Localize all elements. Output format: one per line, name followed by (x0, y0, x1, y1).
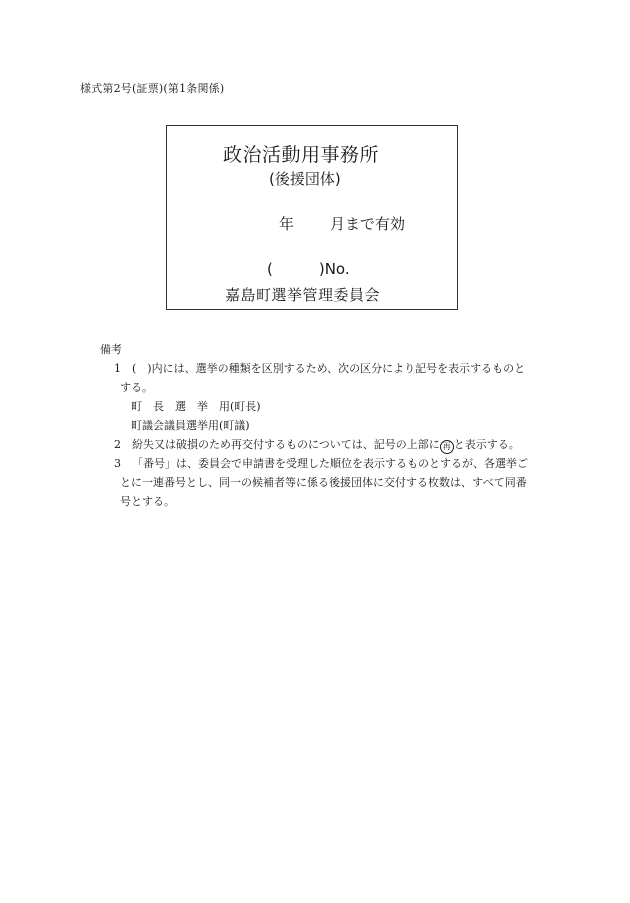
note-item-2 (114, 435, 548, 454)
certificate-box (166, 125, 458, 310)
notes-heading: 備考 (100, 343, 122, 356)
form-number: 様式第2号(証票)(第1条関係) (80, 82, 225, 95)
note-sub-item-mayor: 町 長 選 挙 用(町長) (131, 400, 261, 413)
note-number: 3 (114, 457, 121, 470)
note-text-cont: する。 (120, 381, 153, 394)
note-number: 2 (114, 438, 121, 451)
note-text: ( )内には、選挙の種類を区別するため、次の区分により記号を表示するものと (132, 362, 526, 375)
certificate-subtitle: (後援団体) (269, 170, 341, 188)
certificate-validity (279, 213, 405, 234)
note-item-1 (114, 359, 548, 397)
certificate-committee: 嘉島町選挙管理委員会 (225, 286, 381, 304)
note-number: 1 (114, 362, 121, 375)
note-text (132, 435, 548, 454)
number-label: )No. (318, 260, 350, 278)
note-text-after: と表示する。 (453, 438, 520, 451)
validity-month-label: 月まで有効 (330, 215, 406, 233)
note-text-before: 紛失又は破損のため再交付するものについては、記号の上部に (132, 438, 440, 451)
certificate-number (267, 260, 350, 278)
note-text: 「番号」は、委員会で申請書を受理した順位を表示するものとするが、各選挙ご (132, 457, 528, 470)
note-sub-item-council: 町議会議員選挙用(町議) (131, 419, 250, 432)
note-item-3 (114, 454, 548, 511)
certificate-title: 政治活動用事務所 (223, 144, 380, 166)
circled-reissue-mark: 再 (440, 440, 454, 454)
note-text-cont: とに一連番号とし、同一の候補者等に係る後援団体に交付する枚数は、すべて同番 (120, 476, 527, 489)
validity-year-label: 年 (279, 215, 295, 233)
note-text-cont: 号とする。 (120, 495, 175, 508)
number-open-paren: ( (267, 260, 273, 278)
